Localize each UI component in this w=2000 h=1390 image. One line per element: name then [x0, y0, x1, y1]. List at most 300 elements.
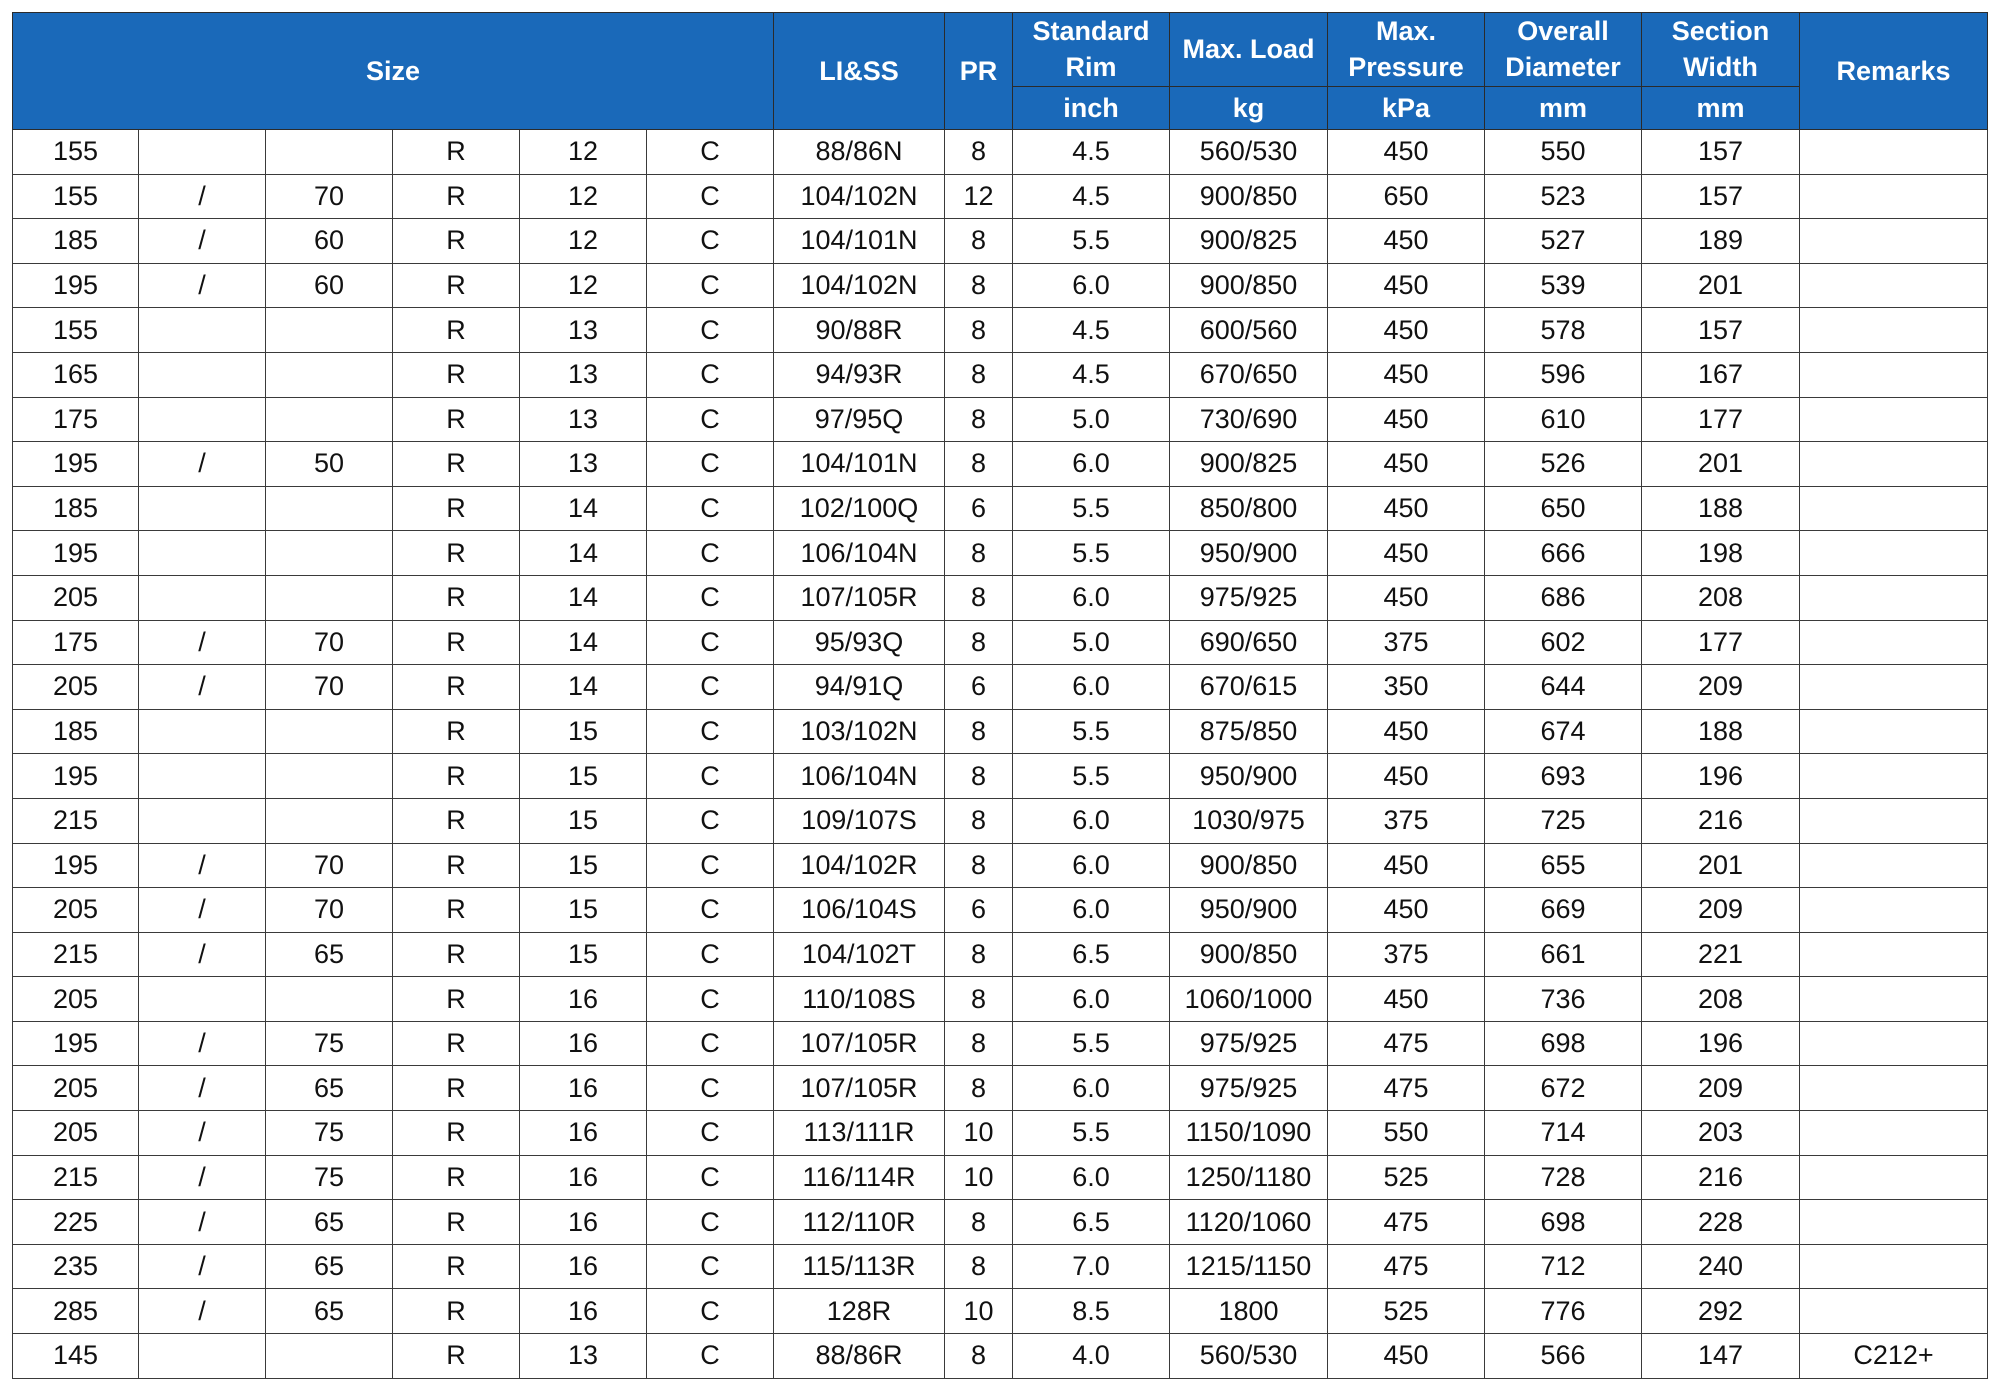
cell-li-ss: 113/111R [774, 1111, 945, 1156]
cell-aspect-ratio: 75 [266, 1155, 393, 1200]
cell-max-pressure: 525 [1328, 1289, 1485, 1334]
cell-standard-rim: 6.0 [1013, 263, 1170, 308]
cell-max-pressure: 450 [1328, 352, 1485, 397]
cell-li-ss: 106/104N [774, 754, 945, 799]
cell-li-ss: 94/91Q [774, 665, 945, 710]
cell-type: C [647, 665, 774, 710]
unit-max-load: kg [1170, 86, 1328, 129]
cell-type: C [647, 843, 774, 888]
table-row [13, 1334, 1988, 1379]
cell-aspect-ratio: 60 [266, 219, 393, 264]
cell-overall-diameter: 526 [1485, 442, 1642, 487]
cell-width: 215 [13, 798, 139, 843]
cell-pr: 8 [945, 442, 1013, 487]
table-row [13, 575, 1988, 620]
cell-pr: 6 [945, 888, 1013, 933]
cell-max-load: 900/850 [1170, 263, 1328, 308]
cell-pr: 10 [945, 1155, 1013, 1200]
cell-width: 205 [13, 1111, 139, 1156]
cell-rim-diameter: 12 [520, 174, 647, 219]
cell-max-load: 975/925 [1170, 1066, 1328, 1111]
cell-max-pressure: 450 [1328, 397, 1485, 442]
cell-max-pressure: 650 [1328, 174, 1485, 219]
cell-max-pressure: 475 [1328, 1066, 1485, 1111]
cell-pr: 8 [945, 1066, 1013, 1111]
table-row [13, 1066, 1988, 1111]
cell-width: 195 [13, 754, 139, 799]
cell-construction: R [393, 531, 520, 576]
cell-aspect-ratio: 70 [266, 888, 393, 933]
cell-construction: R [393, 798, 520, 843]
cell-section-width: 203 [1642, 1111, 1800, 1156]
cell-construction: R [393, 486, 520, 531]
cell-remarks [1800, 1111, 1988, 1156]
cell-separator [139, 397, 266, 442]
cell-li-ss: 104/102T [774, 932, 945, 977]
cell-width: 145 [13, 1334, 139, 1379]
cell-type: C [647, 1244, 774, 1289]
table-row [13, 219, 1988, 264]
cell-standard-rim: 6.0 [1013, 575, 1170, 620]
cell-separator: / [139, 932, 266, 977]
cell-overall-diameter: 655 [1485, 843, 1642, 888]
cell-pr: 8 [945, 843, 1013, 888]
header-section-width: Section Width [1642, 13, 1800, 87]
cell-li-ss: 103/102N [774, 709, 945, 754]
cell-pr: 8 [945, 754, 1013, 799]
cell-pr: 8 [945, 1200, 1013, 1245]
cell-standard-rim: 5.5 [1013, 1021, 1170, 1066]
cell-standard-rim: 4.0 [1013, 1334, 1170, 1379]
cell-separator [139, 1334, 266, 1379]
cell-remarks [1800, 174, 1988, 219]
cell-type: C [647, 932, 774, 977]
cell-type: C [647, 1066, 774, 1111]
cell-type: C [647, 754, 774, 799]
cell-rim-diameter: 16 [520, 1066, 647, 1111]
table-header [13, 13, 1988, 130]
cell-width: 205 [13, 888, 139, 933]
cell-overall-diameter: 686 [1485, 575, 1642, 620]
cell-section-width: 189 [1642, 219, 1800, 264]
cell-aspect-ratio [266, 575, 393, 620]
cell-li-ss: 90/88R [774, 308, 945, 353]
header-pr: PR [945, 13, 1013, 130]
cell-li-ss: 94/93R [774, 352, 945, 397]
table-row [13, 620, 1988, 665]
cell-max-pressure: 475 [1328, 1244, 1485, 1289]
cell-construction: R [393, 754, 520, 799]
cell-rim-diameter: 14 [520, 620, 647, 665]
cell-max-pressure: 450 [1328, 308, 1485, 353]
cell-type: C [647, 308, 774, 353]
cell-max-load: 975/925 [1170, 575, 1328, 620]
cell-separator: / [139, 843, 266, 888]
cell-construction: R [393, 1021, 520, 1066]
cell-width: 185 [13, 709, 139, 754]
cell-overall-diameter: 644 [1485, 665, 1642, 710]
cell-remarks [1800, 620, 1988, 665]
cell-max-pressure: 450 [1328, 575, 1485, 620]
cell-pr: 8 [945, 219, 1013, 264]
cell-separator [139, 977, 266, 1022]
cell-width: 165 [13, 352, 139, 397]
cell-type: C [647, 798, 774, 843]
cell-rim-diameter: 16 [520, 1200, 647, 1245]
cell-aspect-ratio [266, 1334, 393, 1379]
cell-rim-diameter: 12 [520, 219, 647, 264]
cell-standard-rim: 5.5 [1013, 531, 1170, 576]
cell-max-pressure: 450 [1328, 1334, 1485, 1379]
table-row [13, 1289, 1988, 1334]
cell-li-ss: 112/110R [774, 1200, 945, 1245]
cell-section-width: 147 [1642, 1334, 1800, 1379]
cell-li-ss: 110/108S [774, 977, 945, 1022]
cell-section-width: 201 [1642, 263, 1800, 308]
cell-construction: R [393, 397, 520, 442]
cell-max-pressure: 450 [1328, 754, 1485, 799]
cell-remarks [1800, 575, 1988, 620]
cell-max-pressure: 475 [1328, 1021, 1485, 1066]
cell-max-load: 670/650 [1170, 352, 1328, 397]
cell-width: 215 [13, 932, 139, 977]
cell-width: 215 [13, 1155, 139, 1200]
cell-type: C [647, 1021, 774, 1066]
cell-rim-diameter: 16 [520, 1289, 647, 1334]
cell-type: C [647, 219, 774, 264]
cell-overall-diameter: 728 [1485, 1155, 1642, 1200]
cell-construction: R [393, 932, 520, 977]
cell-pr: 8 [945, 130, 1013, 175]
cell-rim-diameter: 15 [520, 932, 647, 977]
cell-overall-diameter: 672 [1485, 1066, 1642, 1111]
cell-type: C [647, 442, 774, 487]
cell-separator: / [139, 263, 266, 308]
cell-width: 195 [13, 263, 139, 308]
cell-overall-diameter: 698 [1485, 1021, 1642, 1066]
cell-standard-rim: 8.5 [1013, 1289, 1170, 1334]
cell-max-load: 950/900 [1170, 531, 1328, 576]
cell-overall-diameter: 698 [1485, 1200, 1642, 1245]
cell-remarks [1800, 798, 1988, 843]
cell-max-pressure: 450 [1328, 130, 1485, 175]
cell-separator [139, 798, 266, 843]
cell-rim-diameter: 13 [520, 442, 647, 487]
cell-construction: R [393, 1334, 520, 1379]
cell-overall-diameter: 736 [1485, 977, 1642, 1022]
cell-overall-diameter: 674 [1485, 709, 1642, 754]
cell-construction: R [393, 442, 520, 487]
cell-type: C [647, 1334, 774, 1379]
cell-remarks [1800, 932, 1988, 977]
cell-width: 205 [13, 977, 139, 1022]
cell-section-width: 240 [1642, 1244, 1800, 1289]
cell-width: 195 [13, 843, 139, 888]
cell-separator: / [139, 1200, 266, 1245]
header-remarks: Remarks [1800, 13, 1988, 130]
cell-type: C [647, 888, 774, 933]
cell-section-width: 209 [1642, 665, 1800, 710]
cell-li-ss: 102/100Q [774, 486, 945, 531]
table-row [13, 888, 1988, 933]
cell-construction: R [393, 620, 520, 665]
cell-width: 155 [13, 308, 139, 353]
cell-li-ss: 104/102N [774, 263, 945, 308]
cell-section-width: 157 [1642, 130, 1800, 175]
cell-rim-diameter: 15 [520, 754, 647, 799]
cell-pr: 8 [945, 352, 1013, 397]
cell-aspect-ratio [266, 977, 393, 1022]
unit-overall-diameter: mm [1485, 86, 1642, 129]
cell-separator [139, 486, 266, 531]
table-row [13, 1111, 1988, 1156]
cell-rim-diameter: 13 [520, 397, 647, 442]
cell-standard-rim: 4.5 [1013, 130, 1170, 175]
cell-section-width: 157 [1642, 174, 1800, 219]
cell-max-load: 1060/1000 [1170, 977, 1328, 1022]
cell-standard-rim: 6.0 [1013, 665, 1170, 710]
cell-li-ss: 97/95Q [774, 397, 945, 442]
tire-spec-table [12, 12, 1988, 1379]
cell-standard-rim: 6.5 [1013, 932, 1170, 977]
cell-pr: 8 [945, 397, 1013, 442]
cell-section-width: 196 [1642, 754, 1800, 799]
cell-max-load: 900/850 [1170, 932, 1328, 977]
cell-overall-diameter: 566 [1485, 1334, 1642, 1379]
cell-aspect-ratio: 50 [266, 442, 393, 487]
cell-aspect-ratio [266, 709, 393, 754]
cell-aspect-ratio [266, 754, 393, 799]
cell-aspect-ratio: 65 [266, 1244, 393, 1289]
cell-rim-diameter: 14 [520, 486, 647, 531]
cell-aspect-ratio: 70 [266, 843, 393, 888]
cell-rim-diameter: 14 [520, 665, 647, 710]
cell-li-ss: 104/101N [774, 219, 945, 264]
cell-max-load: 1030/975 [1170, 798, 1328, 843]
table-row [13, 1155, 1988, 1200]
cell-aspect-ratio: 65 [266, 1066, 393, 1111]
cell-remarks [1800, 1200, 1988, 1245]
cell-max-pressure: 525 [1328, 1155, 1485, 1200]
cell-separator [139, 531, 266, 576]
cell-construction: R [393, 709, 520, 754]
cell-standard-rim: 5.0 [1013, 620, 1170, 665]
cell-section-width: 209 [1642, 888, 1800, 933]
cell-max-load: 1215/1150 [1170, 1244, 1328, 1289]
table-row [13, 486, 1988, 531]
cell-max-load: 975/925 [1170, 1021, 1328, 1066]
cell-width: 225 [13, 1200, 139, 1245]
cell-type: C [647, 130, 774, 175]
cell-remarks [1800, 263, 1988, 308]
cell-width: 285 [13, 1289, 139, 1334]
table-row [13, 397, 1988, 442]
cell-max-pressure: 450 [1328, 263, 1485, 308]
cell-remarks [1800, 1289, 1988, 1334]
cell-pr: 8 [945, 709, 1013, 754]
table-row [13, 798, 1988, 843]
cell-section-width: 177 [1642, 620, 1800, 665]
cell-max-load: 900/825 [1170, 442, 1328, 487]
header-max-load: Max. Load [1170, 13, 1328, 87]
table-row [13, 977, 1988, 1022]
cell-separator: / [139, 1244, 266, 1289]
cell-standard-rim: 6.0 [1013, 888, 1170, 933]
cell-li-ss: 104/102N [774, 174, 945, 219]
cell-remarks: C212+ [1800, 1334, 1988, 1379]
cell-standard-rim: 5.5 [1013, 754, 1170, 799]
cell-standard-rim: 6.0 [1013, 442, 1170, 487]
cell-separator: / [139, 1111, 266, 1156]
cell-separator [139, 575, 266, 620]
cell-max-pressure: 350 [1328, 665, 1485, 710]
cell-separator: / [139, 888, 266, 933]
cell-standard-rim: 6.0 [1013, 843, 1170, 888]
cell-overall-diameter: 610 [1485, 397, 1642, 442]
cell-separator: / [139, 1021, 266, 1066]
cell-separator [139, 754, 266, 799]
cell-pr: 8 [945, 263, 1013, 308]
cell-aspect-ratio: 70 [266, 620, 393, 665]
cell-pr: 8 [945, 1021, 1013, 1066]
cell-type: C [647, 1200, 774, 1245]
header-max-pressure: Max. Pressure [1328, 13, 1485, 87]
cell-overall-diameter: 666 [1485, 531, 1642, 576]
table-row [13, 754, 1988, 799]
header-standard-rim: Standard Rim [1013, 13, 1170, 87]
cell-max-load: 600/560 [1170, 308, 1328, 353]
cell-standard-rim: 5.5 [1013, 709, 1170, 754]
cell-section-width: 208 [1642, 977, 1800, 1022]
cell-type: C [647, 575, 774, 620]
cell-remarks [1800, 531, 1988, 576]
cell-width: 195 [13, 531, 139, 576]
cell-section-width: 208 [1642, 575, 1800, 620]
cell-li-ss: 104/101N [774, 442, 945, 487]
cell-separator: / [139, 620, 266, 665]
cell-section-width: 216 [1642, 1155, 1800, 1200]
cell-pr: 8 [945, 1244, 1013, 1289]
cell-li-ss: 95/93Q [774, 620, 945, 665]
cell-rim-diameter: 15 [520, 798, 647, 843]
cell-section-width: 216 [1642, 798, 1800, 843]
cell-rim-diameter: 16 [520, 1244, 647, 1289]
cell-remarks [1800, 397, 1988, 442]
cell-aspect-ratio: 70 [266, 665, 393, 710]
cell-section-width: 188 [1642, 709, 1800, 754]
cell-remarks [1800, 977, 1988, 1022]
cell-standard-rim: 5.5 [1013, 219, 1170, 264]
cell-rim-diameter: 16 [520, 1021, 647, 1066]
cell-construction: R [393, 843, 520, 888]
cell-aspect-ratio: 60 [266, 263, 393, 308]
cell-type: C [647, 486, 774, 531]
cell-remarks [1800, 665, 1988, 710]
cell-li-ss: 128R [774, 1289, 945, 1334]
cell-pr: 8 [945, 977, 1013, 1022]
cell-pr: 10 [945, 1111, 1013, 1156]
cell-max-load: 1800 [1170, 1289, 1328, 1334]
cell-type: C [647, 263, 774, 308]
cell-standard-rim: 4.5 [1013, 174, 1170, 219]
cell-width: 195 [13, 1021, 139, 1066]
cell-construction: R [393, 1244, 520, 1289]
cell-max-load: 850/800 [1170, 486, 1328, 531]
cell-remarks [1800, 709, 1988, 754]
table-row [13, 442, 1988, 487]
cell-rim-diameter: 15 [520, 709, 647, 754]
cell-overall-diameter: 602 [1485, 620, 1642, 665]
cell-max-load: 900/850 [1170, 843, 1328, 888]
cell-max-load: 950/900 [1170, 754, 1328, 799]
cell-max-pressure: 475 [1328, 1200, 1485, 1245]
cell-li-ss: 106/104S [774, 888, 945, 933]
cell-max-pressure: 450 [1328, 843, 1485, 888]
cell-max-pressure: 450 [1328, 531, 1485, 576]
cell-section-width: 198 [1642, 531, 1800, 576]
table-row [13, 932, 1988, 977]
cell-pr: 6 [945, 665, 1013, 710]
cell-max-load: 560/530 [1170, 1334, 1328, 1379]
header-li-ss: LI&SS [774, 13, 945, 130]
cell-aspect-ratio: 75 [266, 1111, 393, 1156]
cell-max-load: 875/850 [1170, 709, 1328, 754]
cell-rim-diameter: 13 [520, 308, 647, 353]
cell-section-width: 209 [1642, 1066, 1800, 1111]
cell-width: 155 [13, 130, 139, 175]
table-row [13, 1200, 1988, 1245]
cell-separator: / [139, 1155, 266, 1200]
cell-pr: 12 [945, 174, 1013, 219]
cell-standard-rim: 5.5 [1013, 486, 1170, 531]
cell-max-pressure: 375 [1328, 798, 1485, 843]
cell-section-width: 201 [1642, 843, 1800, 888]
cell-li-ss: 104/102R [774, 843, 945, 888]
cell-aspect-ratio [266, 397, 393, 442]
cell-max-pressure: 375 [1328, 620, 1485, 665]
cell-pr: 8 [945, 1334, 1013, 1379]
cell-max-load: 950/900 [1170, 888, 1328, 933]
cell-construction: R [393, 308, 520, 353]
cell-max-pressure: 450 [1328, 977, 1485, 1022]
cell-overall-diameter: 661 [1485, 932, 1642, 977]
cell-separator: / [139, 1289, 266, 1334]
header-overall-diameter: Overall Diameter [1485, 13, 1642, 87]
table-row [13, 843, 1988, 888]
cell-aspect-ratio: 65 [266, 932, 393, 977]
cell-standard-rim: 6.0 [1013, 977, 1170, 1022]
cell-type: C [647, 977, 774, 1022]
table-row [13, 1021, 1988, 1066]
cell-standard-rim: 6.0 [1013, 798, 1170, 843]
cell-rim-diameter: 14 [520, 531, 647, 576]
cell-remarks [1800, 1244, 1988, 1289]
cell-type: C [647, 620, 774, 665]
cell-pr: 8 [945, 308, 1013, 353]
cell-rim-diameter: 12 [520, 263, 647, 308]
cell-pr: 8 [945, 798, 1013, 843]
unit-standard-rim: inch [1013, 86, 1170, 129]
cell-overall-diameter: 650 [1485, 486, 1642, 531]
unit-max-pressure: kPa [1328, 86, 1485, 129]
cell-width: 155 [13, 174, 139, 219]
cell-max-pressure: 450 [1328, 709, 1485, 754]
cell-rim-diameter: 16 [520, 1155, 647, 1200]
cell-construction: R [393, 174, 520, 219]
cell-section-width: 157 [1642, 308, 1800, 353]
cell-standard-rim: 6.0 [1013, 1155, 1170, 1200]
cell-li-ss: 88/86R [774, 1334, 945, 1379]
